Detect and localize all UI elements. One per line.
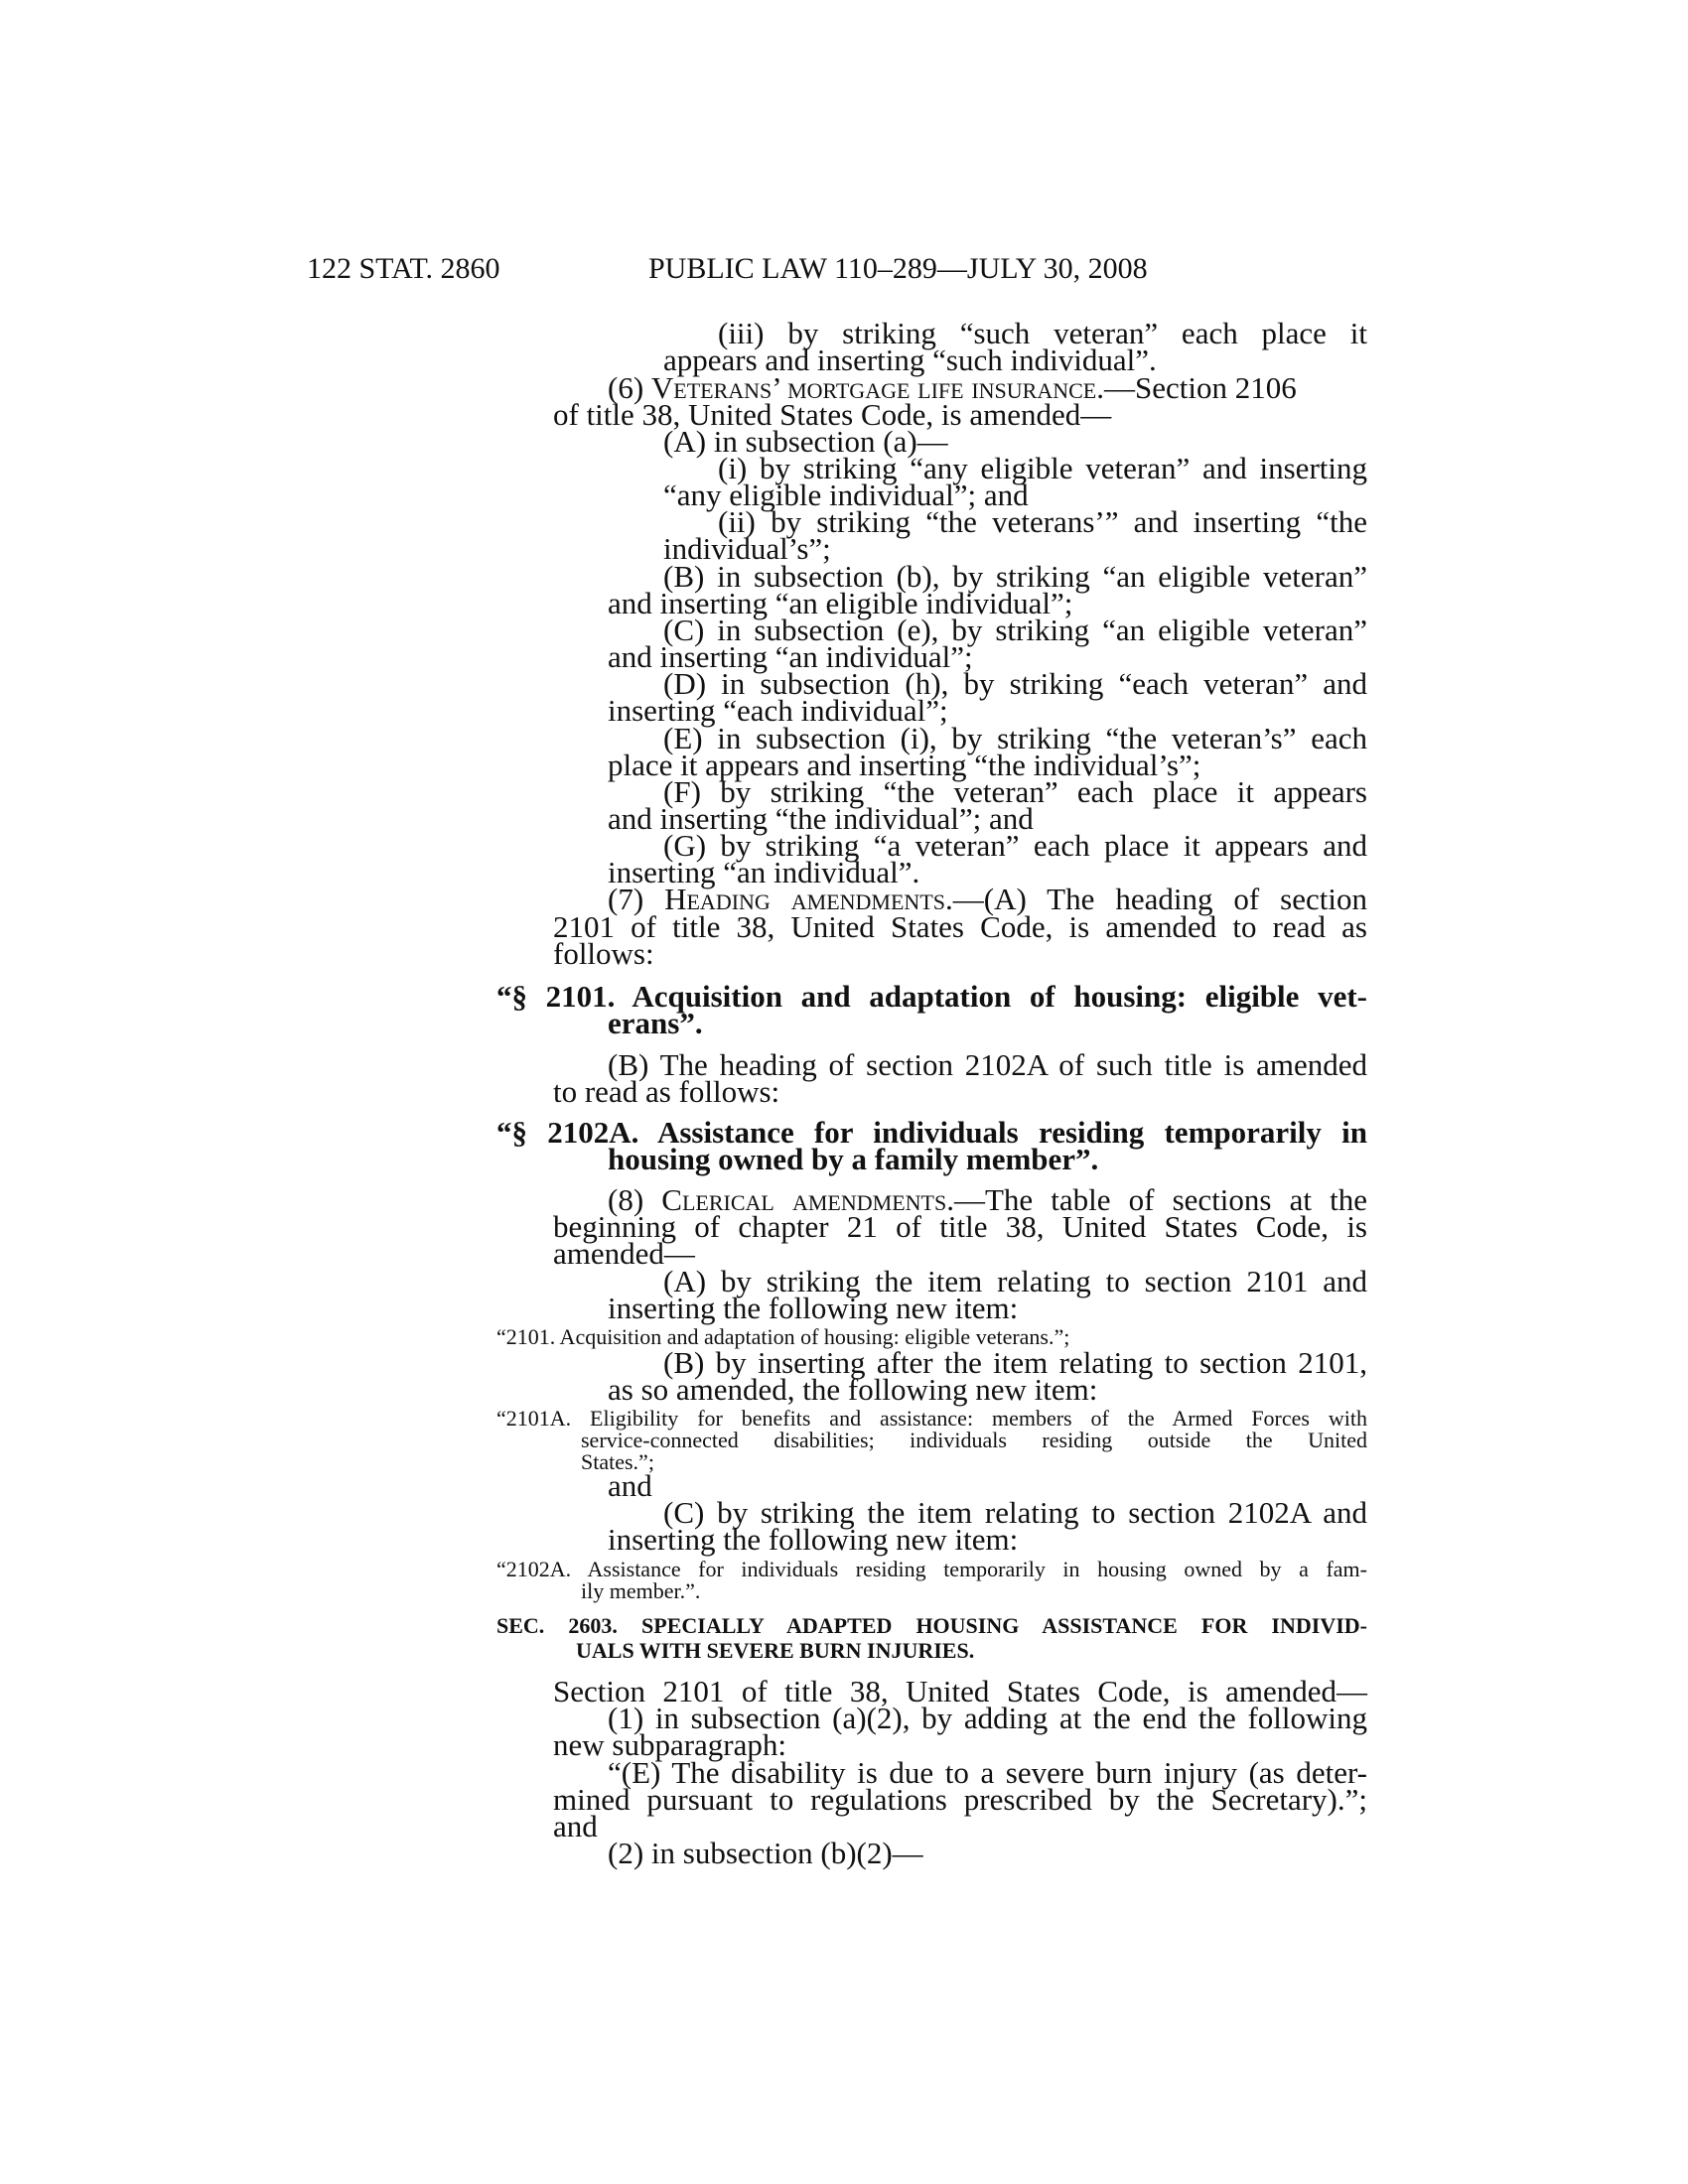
text-line: (E) in subsection (i), by striking “the veteran’s” each	[663, 721, 1367, 755]
text-line: “any eligible individual”; and	[663, 478, 1029, 512]
para-heading: Clerical amendments	[661, 1182, 947, 1217]
text-line: to read as follows:	[553, 1074, 780, 1109]
text-line: (1) in subsection (a)(2), by adding at the end the following	[608, 1701, 1367, 1735]
text-line: (D) in subsection (h), by striking “each veteran” and	[663, 666, 1367, 701]
text-line: (ii) by striking “the veterans’” and inserting “the	[718, 504, 1367, 539]
text-line: amended—	[553, 1236, 695, 1271]
table-item-2102a: “2102A. Assistance for individuals residing temporarily in housing owned by a fam-	[496, 1557, 1367, 1581]
para-number: (8)	[608, 1182, 662, 1217]
section-2603-heading: SEC. 2603. SPECIALLY ADAPTED HOUSING ASSISTANCE FOR INDIVID-	[496, 1613, 1367, 1638]
text-line: (2) in subsection (b)(2)—	[608, 1836, 923, 1870]
text-line: individual’s”;	[663, 531, 831, 566]
text-line: (C) by striking the item relating to section 2102A and	[663, 1495, 1367, 1530]
text-line: (A) in subsection (a)—	[663, 424, 948, 459]
para-number: (6)	[608, 370, 651, 405]
text-line: of title 38, United States Code, is amended—	[553, 397, 1112, 432]
table-item-2101a-end: States.”;	[581, 1449, 654, 1474]
section-heading-2101: “§ 2101. Acquisition and adaptation of housing: eligible vet-	[496, 979, 1367, 1014]
section-heading-2102a-cont: housing owned by a family member”.	[608, 1142, 1099, 1176]
text-line: (B) in subsection (b), by striking “an eligible veteran”	[663, 559, 1367, 594]
para-text: .—Section 2106	[1096, 370, 1297, 405]
para-text: .—The table of sections at the	[946, 1182, 1367, 1217]
text-line: place it appears and inserting “the individual’s”;	[608, 748, 1201, 782]
text-line: (iii) by striking “such veteran” each place it	[718, 316, 1367, 350]
table-item-2101: “2101. Acquisition and adaptation of housing: eligible veterans.”;	[496, 1324, 1070, 1349]
para-heading: Veterans’ mortgage life insurance	[650, 370, 1097, 405]
page-law-title: PUBLIC LAW 110–289—JULY 30, 2008	[648, 252, 1148, 285]
table-item-2102a-cont: ily member.”.	[581, 1578, 701, 1603]
text-line: “(E) The disability is due to a severe burn injury (as deter-	[608, 1755, 1367, 1790]
text-line: (i) by striking “any eligible veteran” and inserting	[718, 451, 1367, 485]
text-line: Section 2101 of title 38, United States Code, is amended—	[553, 1674, 1367, 1708]
text-line: mined pursuant to regulations prescribed by the Secretary).”;	[553, 1782, 1367, 1817]
paragraph-7-line	[608, 882, 1367, 916]
text-line: 2101 of title 38, United States Code, is amended to read as	[553, 909, 1367, 944]
text-line: as so amended, the following new item:	[608, 1372, 1098, 1407]
text-line: (A) by striking the item relating to section 2101 and	[663, 1264, 1367, 1298]
para-number: (7)	[608, 882, 665, 916]
text-line: and inserting “an individual”;	[608, 639, 973, 674]
text-line: and inserting “the individual”; and	[608, 801, 1034, 836]
section-heading-2102a: “§ 2102A. Assistance for individuals residing temporarily in	[496, 1115, 1367, 1150]
text-line: (B) The heading of section 2102A of such title is amended	[608, 1047, 1367, 1082]
para-text: .—(A) The heading of section	[945, 882, 1367, 916]
text-line: appears and inserting “such individual”.	[663, 342, 1157, 377]
text-line: inserting the following new item:	[608, 1291, 1019, 1325]
text-line: beginning of chapter 21 of title 38, United States Code, is	[553, 1209, 1367, 1244]
text-line: (G) by striking “a veteran” each place it appears and	[663, 828, 1367, 863]
text-line: inserting “each individual”;	[608, 693, 948, 728]
section-heading-2101-cont: erans”.	[608, 1006, 703, 1040]
text-line: and	[608, 1468, 652, 1503]
para-heading: Heading amendments	[664, 882, 945, 916]
text-line: (C) in subsection (e), by striking “an eligible veteran”	[663, 613, 1367, 647]
text-line: follows:	[553, 936, 654, 971]
text-line: inserting the following new item:	[608, 1522, 1019, 1557]
text-line: and	[553, 1809, 598, 1843]
section-2603-heading-cont: UALS WITH SEVERE BURN INJURIES.	[576, 1638, 975, 1663]
text-line: inserting “an individual”.	[608, 855, 920, 889]
table-item-2101a-cont: service-connected disabilities; individuals residing outside the United	[581, 1428, 1367, 1452]
page-stat-citation: 122 STAT. 2860	[307, 252, 500, 285]
text-line: and inserting “an eligible individual”;	[608, 586, 1073, 620]
text-line: new subparagraph:	[553, 1727, 786, 1762]
text-line: (F) by striking “the veteran” each place it appears	[663, 774, 1367, 809]
table-item-2101a: “2101A. Eligibility for benefits and assistance: members of the Armed Forces with	[496, 1406, 1367, 1431]
text-line: (B) by inserting after the item relating to section 2101,	[663, 1345, 1367, 1380]
